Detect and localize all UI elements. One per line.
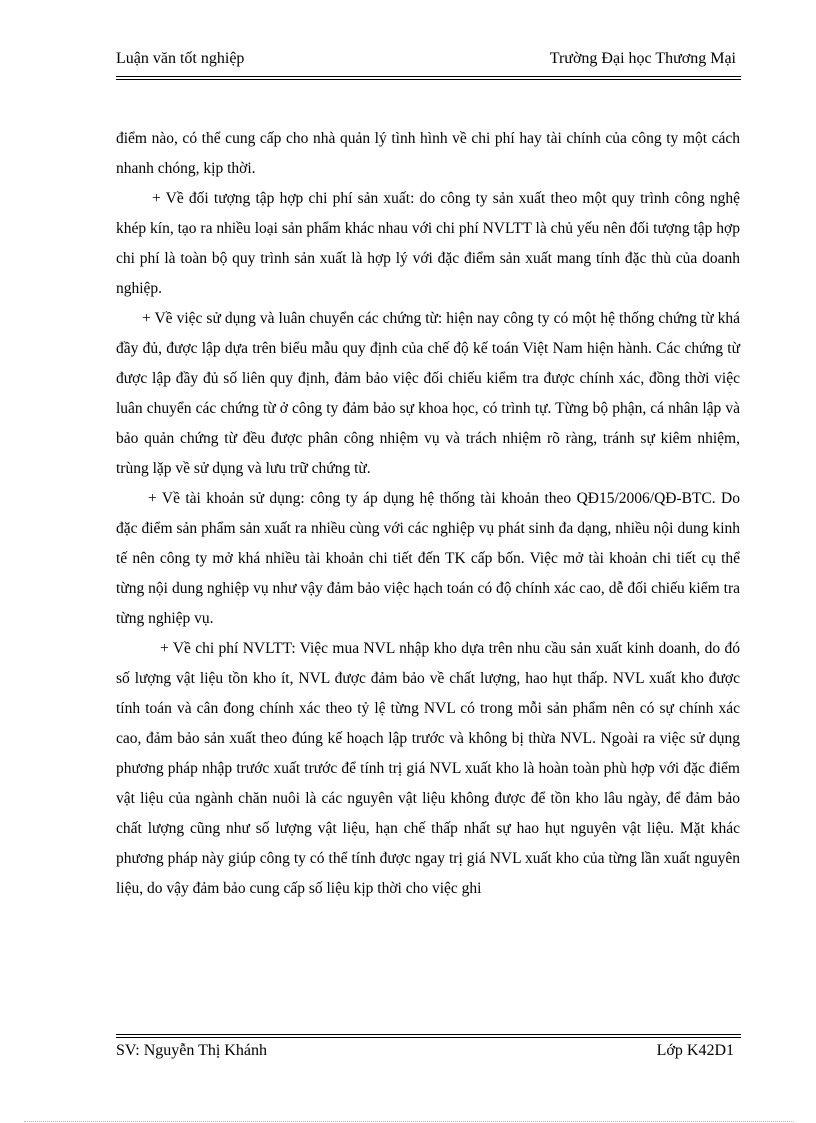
footer-class-code: Lớp K42D1	[656, 1042, 734, 1059]
paragraph-cost-object: + Về đối tượng tập hợp chi phí sản xuất: do công ty sản xuất theo một quy trình công nghệ khép kín, tạo ra nhiều loại sản phẩm khác nhau với chi phí NVLTT là chủ yếu nên đối tượng tập hợp chi phí là toàn bộ quy trình sản xuất là hợp lý với đặc điểm sản xuất mang tính đặc thù của doanh nghiệp.	[116, 190, 740, 297]
page-bottom-border	[24, 1121, 794, 1122]
page-header	[116, 48, 740, 70]
footer-rule-double	[116, 1037, 741, 1038]
page-footer	[116, 1040, 740, 1062]
paragraph-accounts: + Về tài khoản sử dụng: công ty áp dụng hệ thống tài khoản theo QĐ15/2006/QĐ-BTC. Do đặc điểm sản phẩm sản xuất ra nhiều cùng với các nghiệp vụ phát sinh đa dạng, nhiều nội dung kinh tế nên công ty mở khá nhiều tài khoản chi tiết đến TK cấp bốn. Việc mở tài khoản chi tiết cụ thể từng nội dung nghiệp vụ như vậy đảm bảo việc hạch toán có độ chính xác cao, dễ đối chiếu kiểm tra từng nghiệp vụ.	[116, 490, 740, 627]
paragraph-material-costs: + Về chi phí NVLTT: Việc mua NVL nhập kho dựa trên nhu cầu sản xuất kinh doanh, do đó số lượng vật liệu tồn kho ít, NVL được đảm bảo về chất lượng, hao hụt thấp. NVL xuất kho được tính toán và cân đong chính xác theo tỷ lệ từng NVL có trong mỗi sản phẩm nên có sự chính xác cao, đảm bảo sản xuất theo đúng kế hoạch lập trước và không bị thừa NVL. Ngoài ra việc sử dụng phương pháp nhập trước xuất trước để tính trị giá NVL xuất kho là hoàn toàn phù hợp với đặc điểm vật liệu của ngành chăn nuôi là các nguyên vật liệu không được để tồn kho lâu ngày, để đảm bảo chất lượng cũng như số lượng vật liệu, hạn chế thấp nhất sự hao hụt nguyên vật liệu. Mặt khác phương pháp này giúp công ty có thể tính được ngay trị giá NVL xuất kho của từng lần xuất nguyên liệu, do vậy đảm bảo cung cấp số liệu kịp thời cho việc ghi	[116, 640, 740, 897]
header-thesis-title: Luận văn tốt nghiệp	[116, 50, 245, 67]
paragraph-continuation: điểm nào, có thể cung cấp cho nhà quản lý tình hình về chi phí hay tài chính của công ty một cách nhanh chóng, kịp thời.	[116, 130, 740, 177]
header-rule	[116, 76, 741, 77]
paragraph-documents: + Về việc sử dụng và luân chuyển các chứng từ: hiện nay công ty có một hệ thống chứng từ khá đầy đủ, được lập dựa trên biểu mẫu quy định của chế độ kế toán Việt Nam hiện hành. Các chứng từ được lập đầy đủ số liên quy định, đảm bảo việc đối chiếu kiểm tra được chính xác, đồng thời việc luân chuyển các chứng từ ở công ty đảm bảo sự khoa học, có trình tự. Từng bộ phận, cá nhân lập và bảo quản chứng từ đều được phân công nhiệm vụ và trách nhiệm rõ ràng, tránh sự kiêm nhiệm, trùng lặp về sử dụng và lưu trữ chứng từ.	[116, 310, 740, 477]
footer-rule	[116, 1034, 741, 1035]
footer-student-name: SV: Nguyễn Thị Khánh	[116, 1042, 267, 1059]
body-text	[116, 124, 740, 904]
header-rule-double	[116, 79, 741, 80]
header-university-name: Trường Đại học Thương Mại	[549, 50, 736, 67]
